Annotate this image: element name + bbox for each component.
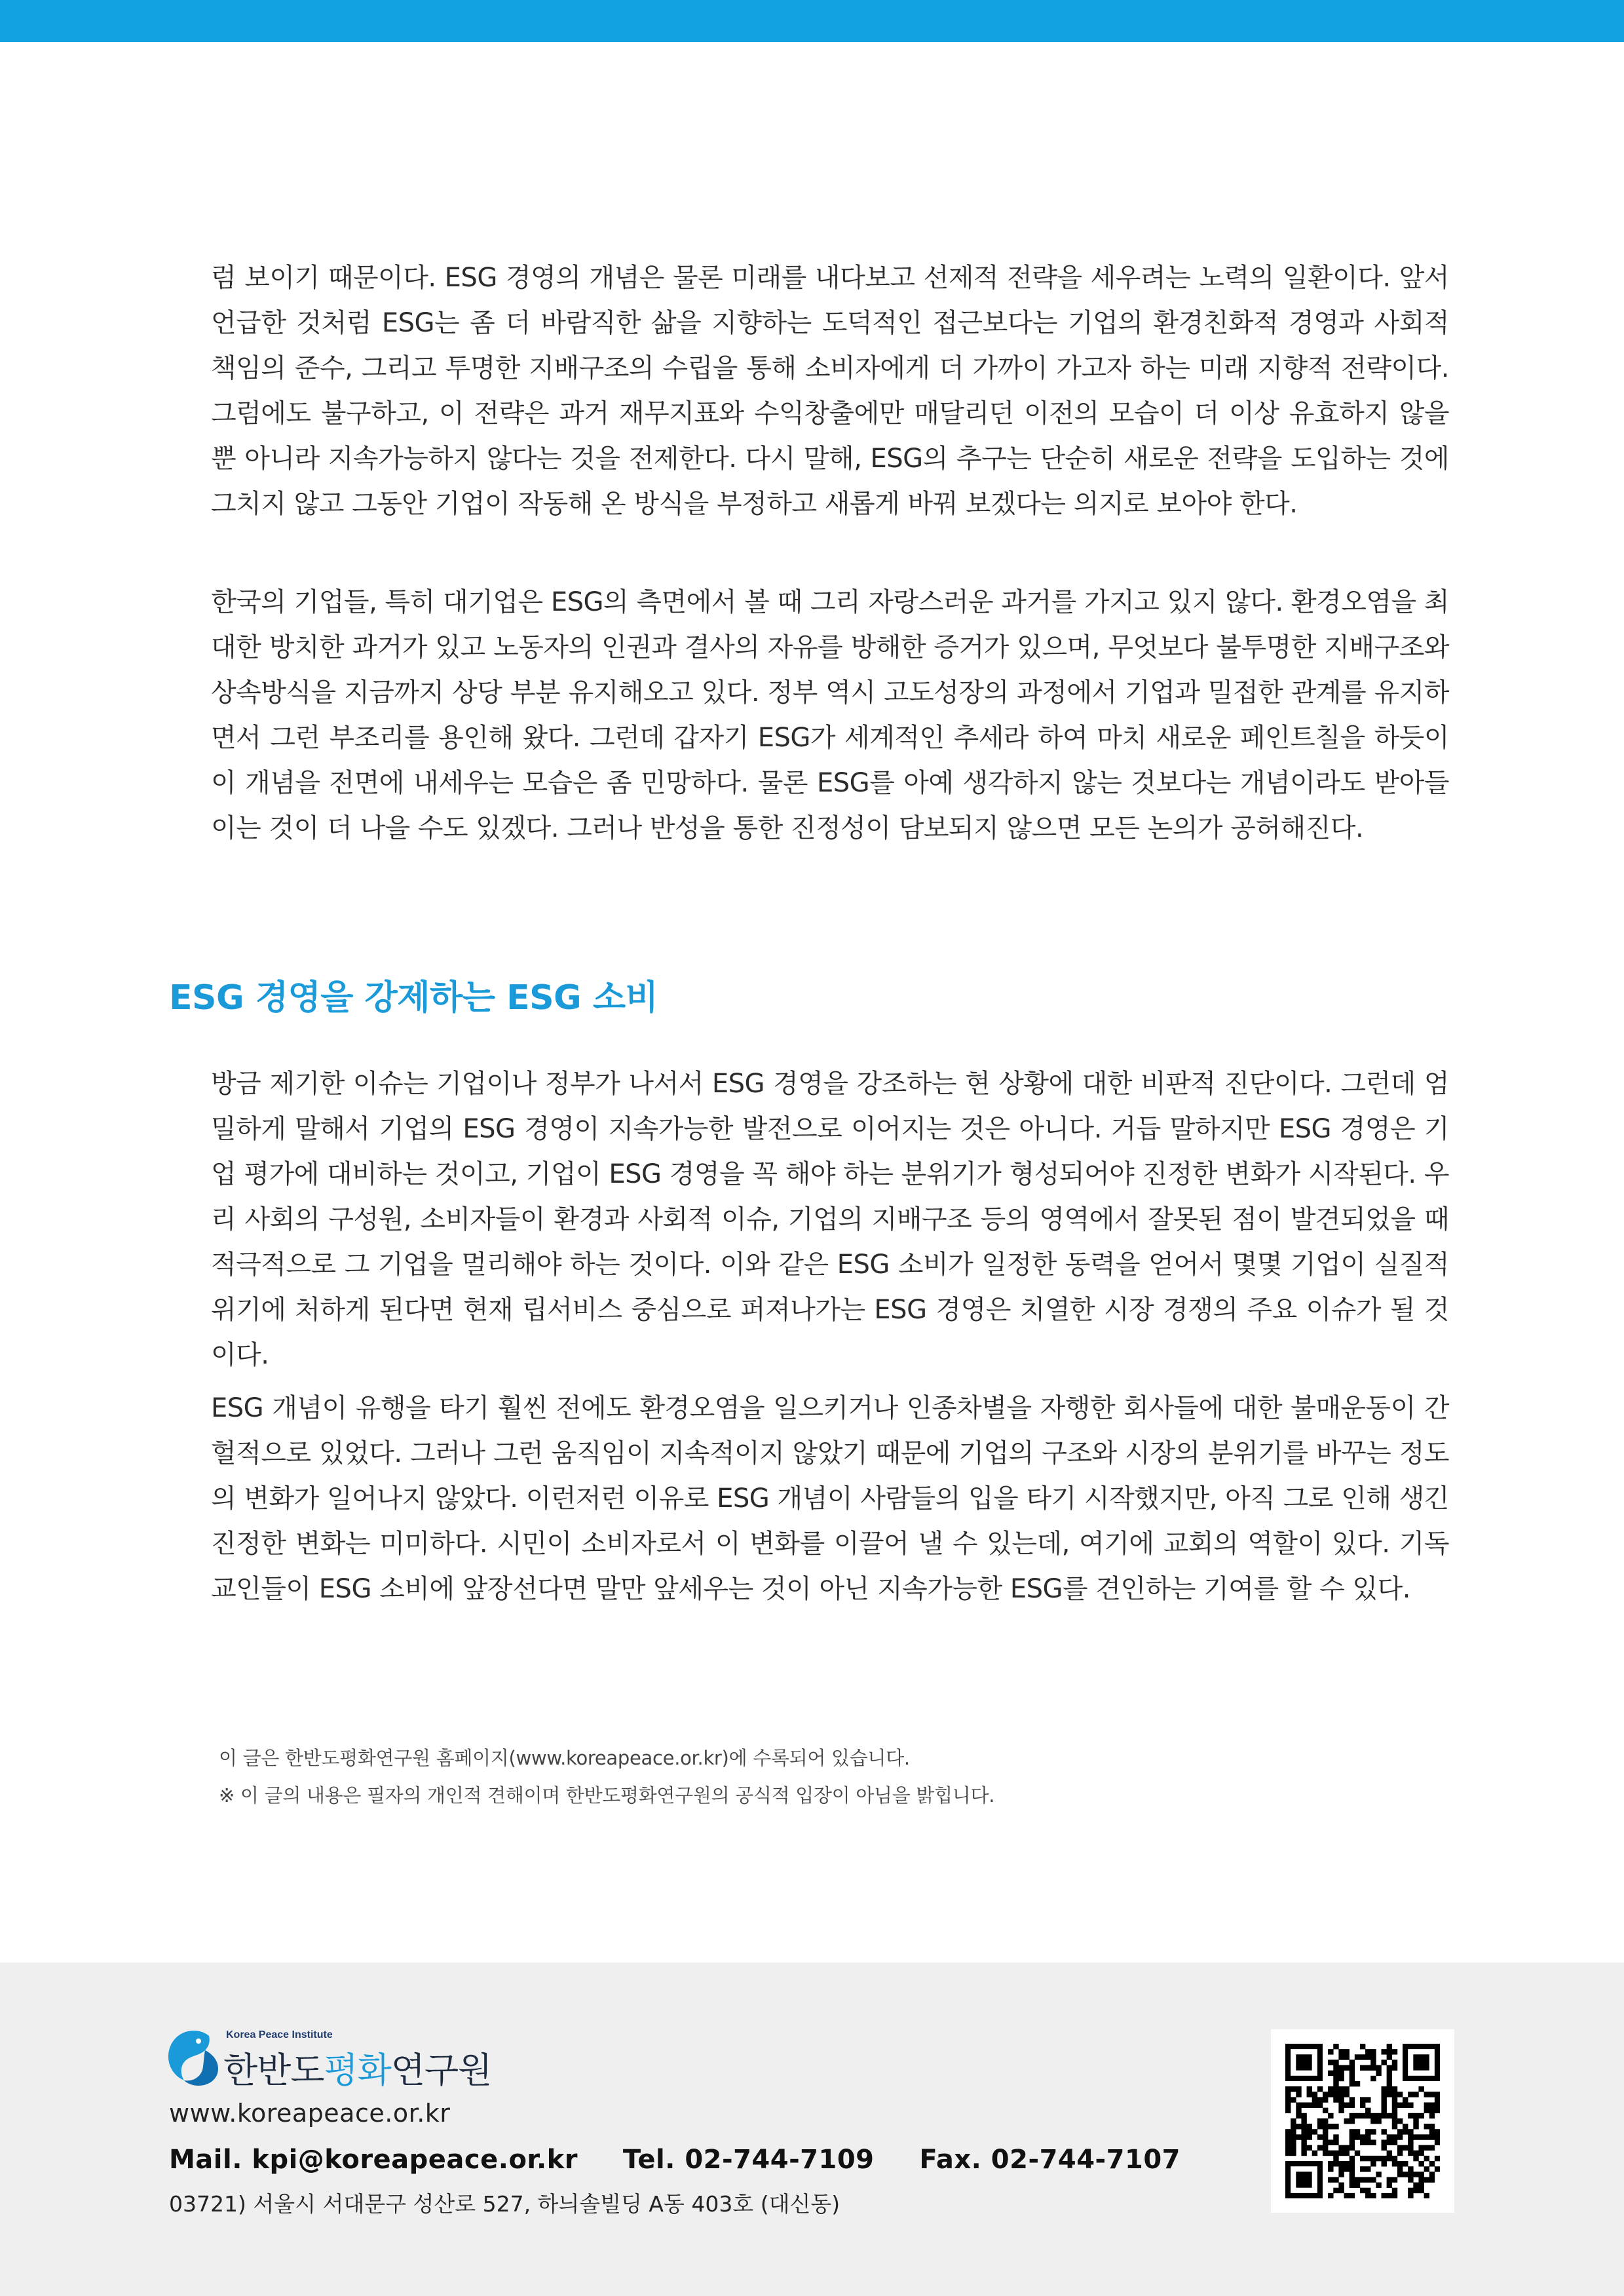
logo-name-part1: 한반도 bbox=[223, 2050, 324, 2091]
top-accent-bar bbox=[0, 0, 1624, 42]
section-heading: ESG 경영을 강제하는 ESG 소비 bbox=[169, 978, 658, 1018]
disclaimer-note: ※ 이 글의 내용은 필자의 개인적 견해이며 한반도평화연구원의 공식적 입장이 아님을 밝힙니다. bbox=[219, 1784, 995, 1807]
dove-logo-icon bbox=[166, 2028, 222, 2088]
body-paragraph-1: 럼 보이기 때문이다. ESG 경영의 개념은 물론 미래를 내다보고 선제적 전략을 세우려는 노력의 일환이다. 앞서 언급한 것처럼 ESG는 좀 더 바람직한 삶을 지향하는 도덕적인 접근보다는 기업의 환경친화적 경영과 사회적 책임의 준수, 그리고 투명한 지배구조의 수립을 통해 소비자에게 더 가까이 가고자 하는 미래 지향적 전략이다. 그럼에도 불구하고, 이 전략은 과거 재무지표와 수익창출에만 매달리던 이전의 모습이 더 이상 유효하지 않을 뿐 아니라 지속가능하지 않다는 것을 전제한다. 다시 말해, ESG의 추구는 단순히 새로운 전략을 도입하는 것에 그치지 않고 그동안 기업이 작동해 온 방식을 부정하고 새롭게 바꿔 보겠다는 의지로 보아야 한다. bbox=[211, 263, 1449, 519]
mail-label: Mail. bbox=[169, 2145, 242, 2175]
contact-line bbox=[169, 2145, 1180, 2175]
logo-korean-name bbox=[223, 2042, 491, 2093]
footnotes bbox=[219, 1740, 994, 1814]
body-paragraph-4: ESG 개념이 유행을 타기 훨씬 전에도 환경오염을 일으키거나 인종차별을 자행한 회사들에 대한 불매운동이 간헐적으로 있었다. 그러나 그런 움직임이 지속적이지 않았기 때문에 기업의 구조와 시장의 분위기를 바꾸는 정도의 변화가 일어나지 않았다. 이런저런 이유로 ESG 개념이 사람들의 입을 타기 시작했지만, 아직 그로 인해 생긴 진정한 변화는 미미하다. 시민이 소비자로서 이 변화를 이끌어 낼 수 있는데, 여기에 교회의 역할이 있다. 기독교인들이 ESG 소비에 앞장선다면 말만 앞세우는 것이 아닌 지속가능한 ESG를 견인하는 기여를 할 수 있다. bbox=[211, 1393, 1449, 1604]
qr-code-icon bbox=[1285, 2044, 1440, 2198]
address: 03721) 서울시 서대문구 성산로 527, 하늬솔빌딩 A동 403호 (대신동) bbox=[169, 2191, 840, 2217]
institute-logo bbox=[166, 2028, 506, 2094]
body-paragraph-2: 한국의 기업들, 특히 대기업은 ESG의 측면에서 볼 때 그리 자랑스러운 과거를 가지고 있지 않다. 환경오염을 최대한 방치한 과거가 있고 노동자의 인권과 결사의 자유를 방해한 증거가 있으며, 무엇보다 불투명한 지배구조와 상속방식을 지금까지 상당 부분 유지해오고 있다. 정부 역시 고도성장의 과정에서 기업과 밀접한 관계를 유지하면서 그런 부조리를 용인해 왔다. 그런데 갑자기 ESG가 세계적인 추세라 하여 마치 새로운 페인트칠을 하듯이 이 개념을 전면에 내세우는 모습은 좀 민망하다. 물론 ESG를 아예 생각하지 않는 것보다는 개념이라도 받아들이는 것이 더 나을 수도 있겠다. 그러나 반성을 통한 진정성이 담보되지 않으면 모든 논의가 공허해진다. bbox=[211, 587, 1449, 843]
logo-name-part2: 연구원 bbox=[390, 2050, 492, 2091]
mail-value[interactable]: kpi@koreapeace.or.kr bbox=[252, 2145, 578, 2175]
body-paragraph-3: 방금 제기한 이슈는 기업이나 정부가 나서서 ESG 경영을 강조하는 현 상황에 대한 비판적 진단이다. 그런데 엄밀하게 말해서 기업의 ESG 경영이 지속가능한 발전으로 이어지는 것은 아니다. 거듭 말하지만 ESG 경영은 기업 평가에 대비하는 것이고, 기업이 ESG 경영을 꼭 해야 하는 분위기가 형성되어야 진정한 변화가 시작된다. 우리 사회의 구성원, 소비자들이 환경과 사회적 이슈, 기업의 지배구조 등의 영역에서 잘못된 점이 발견되었을 때 적극적으로 그 기업을 멀리해야 하는 것이다. 이와 같은 ESG 소비가 일정한 동력을 얻어서 몇몇 기업이 실질적 위기에 처하게 된다면 현재 립서비스 중심으로 퍼져나가는 ESG 경영은 치열한 시장 경쟁의 주요 이슈가 될 것이다. bbox=[211, 1069, 1449, 1370]
tel-value: 02-744-7109 bbox=[685, 2145, 875, 2175]
footer bbox=[0, 1962, 1624, 2296]
fax-label: Fax. bbox=[919, 2145, 982, 2175]
logo-english-name: Korea Peace Institute bbox=[226, 2029, 333, 2040]
qr-code bbox=[1271, 2029, 1454, 2213]
fax-value: 02-744-7107 bbox=[991, 2145, 1180, 2175]
source-note: 이 글은 한반도평화연구원 홈페이지(www.koreapeace.or.kr)에 수록되어 있습니다. bbox=[219, 1747, 910, 1769]
logo-name-accent: 평화 bbox=[324, 2050, 391, 2091]
tel-label: Tel. bbox=[622, 2145, 675, 2175]
website-link[interactable]: www.koreapeace.or.kr bbox=[169, 2099, 451, 2128]
